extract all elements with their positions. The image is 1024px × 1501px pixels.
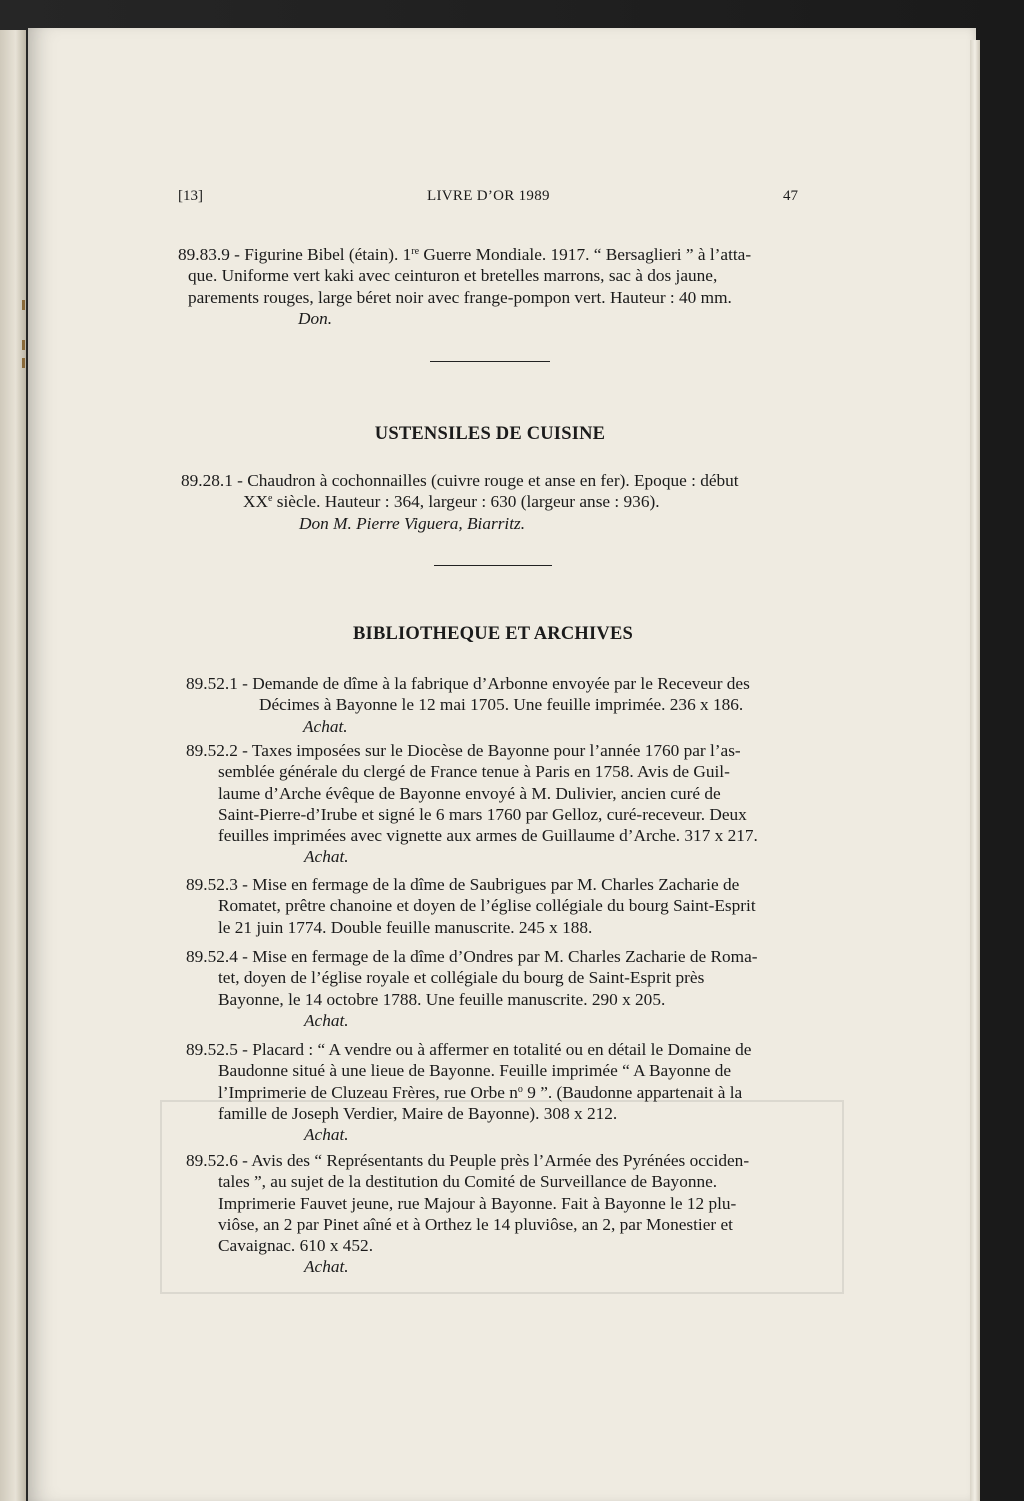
entry-line: Cavaignac. 610 x 452.: [218, 1236, 374, 1256]
entry-line: Baudonne situé à une lieue de Bayonne. Feuille imprimée “ A Bayonne de: [218, 1061, 732, 1081]
entry-line: le 21 juin 1774. Double feuille manuscrite. 245 x 188.: [218, 917, 593, 937]
entry-line: 89.52.3 - Mise en fermage de la dîme de Saubrigues par M. Charles Zacharie de: [186, 875, 740, 894]
catalog-entry: [178, 244, 802, 329]
acquisition-note: Achat.: [303, 716, 348, 736]
entry-line: Bayonne, le 14 octobre 1788. Une feuille manuscrite. 290 x 205.: [218, 989, 666, 1009]
folio-bracket-number: [13]: [178, 188, 203, 204]
entry-line: 89.52.6 - Avis des “ Représentants du Peuple près l’Armée des Pyrénées occiden-: [186, 1151, 750, 1170]
entry-line: tet, doyen de l’église royale et collégiale du bourg de Saint-Esprit près: [218, 968, 705, 988]
entry-line: Romatet, prêtre chanoine et doyen de l’église collégiale du bourg Saint-Esprit: [218, 896, 756, 916]
acquisition-note: Achat.: [304, 1010, 349, 1030]
entry-line: Saint-Pierre-d’Irube et signé le 6 mars 1760 par Gelloz, curé-receveur. Deux: [218, 804, 747, 824]
acquisition-note: Achat.: [304, 1257, 349, 1277]
entry-line: 89.28.1 - Chaudron à cochonnailles (cuivre rouge et anse en fer). Epoque : début: [181, 471, 739, 490]
acquisition-note: Don M. Pierre Viguera, Biarritz.: [299, 513, 526, 533]
entry-line: viôse, an 2 par Pinet aîné et à Orthez le 14 pluviôse, an 2, par Monestier et: [218, 1214, 733, 1234]
publication-title: LIVRE D’OR 1989: [427, 188, 550, 204]
catalog-entry: [186, 1039, 806, 1145]
catalog-entry: [186, 874, 806, 938]
separator-rule: [430, 361, 550, 363]
page-number: 47: [783, 188, 798, 204]
running-header: [178, 188, 798, 212]
section-title: BIBLIOTHEQUE ET ARCHIVES: [353, 624, 633, 644]
catalog-entry: [186, 740, 806, 868]
binding-marks: [22, 300, 30, 420]
entry-line: XXe siècle. Hauteur : 364, largeur : 630 (largeur anse : 936).: [243, 492, 660, 512]
entry-line: tales ”, au sujet de la destitution du Comité de Surveillance de Bayonne.: [218, 1172, 718, 1192]
catalog-entry: [186, 673, 806, 737]
entry-line: feuilles imprimées avec vignette aux armes de Guillaume d’Arche. 317 x 217.: [218, 826, 758, 846]
entry-line: semblée générale du clergé de France tenue à Paris en 1758. Avis de Guil-: [218, 762, 730, 782]
entry-line: 89.83.9 - Figurine Bibel (étain). 1re Guerre Mondiale. 1917. “ Bersaglieri ” à l’atta-: [178, 245, 752, 264]
entry-line: famille de Joseph Verdier, Maire de Bayonne). 308 x 212.: [218, 1103, 618, 1123]
section-title: USTENSILES DE CUISINE: [374, 424, 606, 444]
entry-line: Imprimerie Fauvet jeune, rue Majour à Bayonne. Fait à Bayonne le 12 plu-: [218, 1193, 737, 1213]
catalog-entry: [181, 470, 801, 534]
catalog-entry: [186, 946, 806, 1031]
acquisition-note: Achat.: [304, 1125, 349, 1145]
entry-line: 89.52.1 - Demande de dîme à la fabrique d’Arbonne envoyée par le Receveur des: [186, 674, 750, 693]
acquisition-note: Achat.: [304, 847, 349, 867]
entry-line: parements rouges, large béret noir avec frange-pompon vert. Hauteur : 40 mm.: [188, 287, 732, 307]
catalog-entry: [186, 1150, 806, 1278]
entry-line: 89.52.2 - Taxes imposées sur le Diocèse de Bayonne pour l’année 1760 par l’as-: [186, 741, 741, 760]
entry-line: 89.52.4 - Mise en fermage de la dîme d’Ondres par M. Charles Zacharie de Roma-: [186, 947, 758, 966]
acquisition-note: Don.: [298, 308, 333, 328]
facing-page-edge: [0, 30, 26, 1501]
separator-rule: [434, 565, 552, 567]
entry-line: l’Imprimerie de Cluzeau Frères, rue Orbe $n^o$ 9 ”. (Baudonne appartenait à la: [218, 1082, 743, 1102]
entry-line: que. Uniforme vert kaki avec ceinturon et bretelles marrons, sac à dos jaune,: [188, 266, 718, 286]
page-right-edge: [970, 40, 980, 1501]
entry-line: laume d’Arche évêque de Bayonne envoyé à M. Dulivier, ancien curé de: [218, 783, 721, 803]
entry-line: 89.52.5 - Placard : “ A vendre ou à affermer en totalité ou en détail le Domaine de: [186, 1040, 752, 1059]
entry-line: Décimes à Bayonne le 12 mai 1705. Une feuille imprimée. 236 x 186.: [259, 695, 744, 715]
